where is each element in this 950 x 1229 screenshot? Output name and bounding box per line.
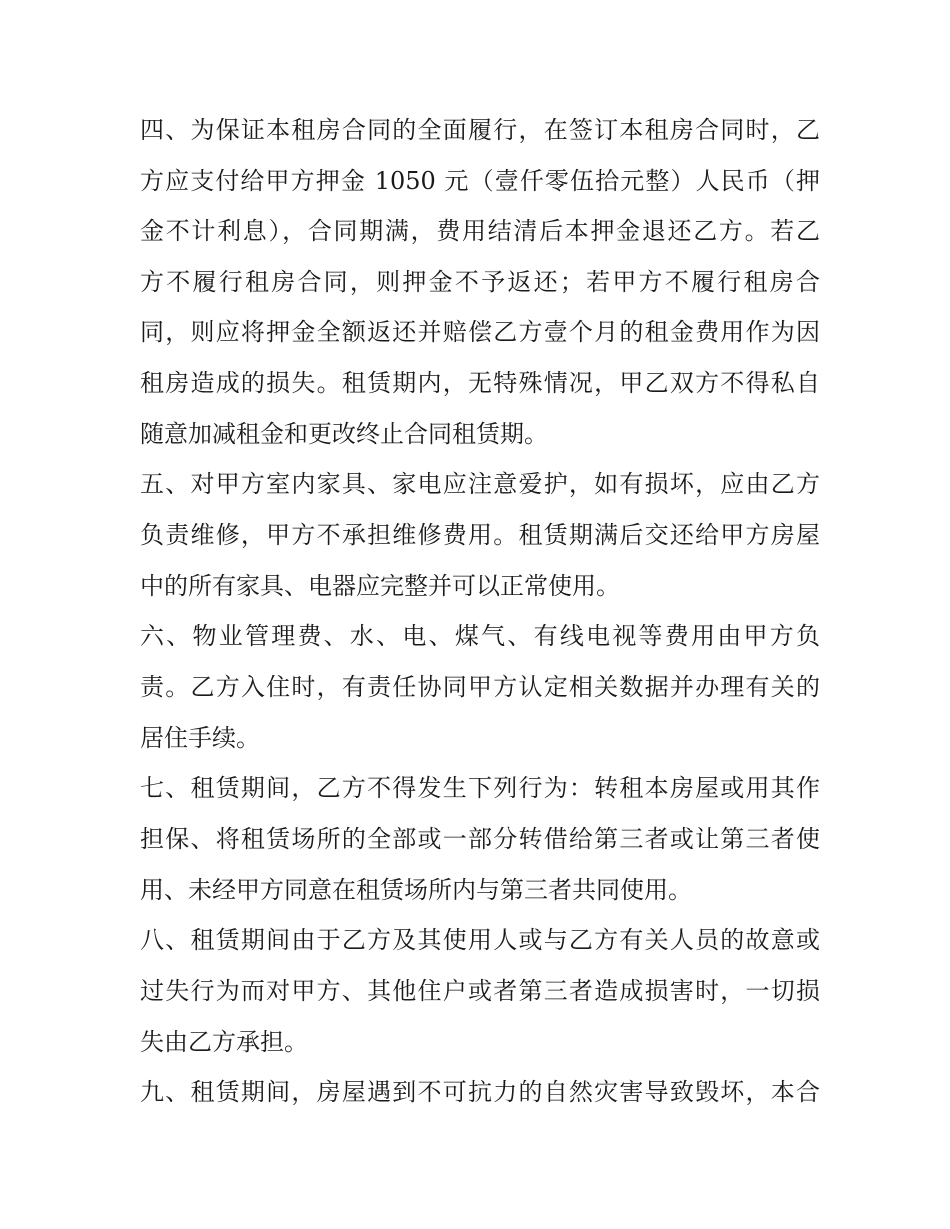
clause-6-line-1: 六、物业管理费、水、电、煤气、有线电视等费用由甲方负 [140,622,820,650]
clause-7-line-3: 用、未经甲方同意在租赁场所内与第三者共同使用。 [140,876,692,904]
clause-8-line-2: 过失行为而对甲方、其他住户或者第三者造成损害时，一切损 [140,977,820,1005]
clause-5-line-2: 负责维修，甲方不承担维修费用。租赁期满后交还给甲方房屋 [140,521,820,549]
clause-4-line-2: 方应支付给甲方押金 1050 元（壹仟零伍拾元整）人民币（押 [140,167,820,195]
clause-4-line-3: 金不计利息），合同期满，费用结清后本押金退还乙方。若乙 [140,217,820,245]
clause-7-line-2: 担保、将租赁场所的全部或一部分转借给第三者或让第三者使 [140,825,820,853]
clause-4-line-1: 四、为保证本租房合同的全面履行，在签订本租房合同时，乙 [140,116,820,144]
clause-4-line-5: 同，则应将押金全额返还并赔偿乙方壹个月的租金费用作为因 [140,318,820,346]
clause-5-line-1: 五、对甲方室内家具、家电应注意爱护，如有损坏，应由乙方 [140,470,820,498]
clause-5-line-3: 中的所有家具、电器应完整并可以正常使用。 [140,572,620,600]
clause-9-line-1: 九、租赁期间，房屋遇到不可抗力的自然灾害导致毁坏，本合 [140,1078,820,1106]
clause-6-line-3: 居住手续。 [140,724,260,752]
clause-7-line-1: 七、租赁期间，乙方不得发生下列行为：转租本房屋或用其作 [140,774,820,802]
clause-8-line-1: 八、租赁期间由于乙方及其使用人或与乙方有关人员的故意或 [140,926,820,954]
clause-4-line-4: 方不履行租房合同，则押金不予返还；若甲方不履行租房合 [140,268,820,296]
clause-4-line-7: 随意加减租金和更改终止合同租赁期。 [140,420,548,448]
clause-8-line-3: 失由乙方承担。 [140,1028,308,1056]
clause-6-line-2: 责。乙方入住时，有责任协同甲方认定相关数据并办理有关的 [140,673,820,701]
clause-4-line-6: 租房造成的损失。租赁期内，无特殊情况，甲乙双方不得私自 [140,369,820,397]
